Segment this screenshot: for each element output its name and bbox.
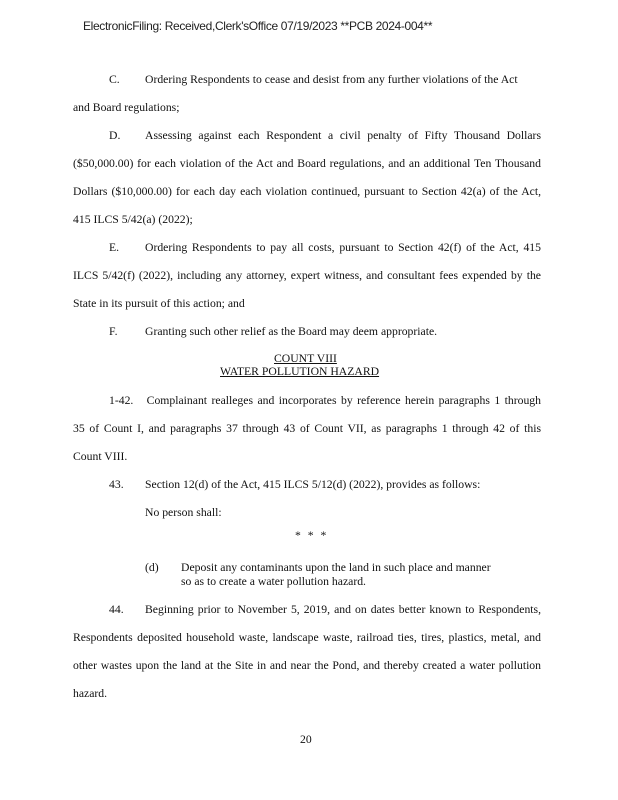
count-heading: COUNT VIII: [274, 352, 337, 365]
paragraph-d-line: Dollars ($10,000.00) for each day each violation continued, pursuant to Section 42(a) of the Act,: [73, 185, 541, 198]
paragraph-c-line: Ordering Respondents to cease and desist from any further violations of the Act: [145, 73, 518, 86]
paragraph-e-line: ILCS 5/42(f) (2022), including any attorney, expert witness, and consultant fees expended by the: [73, 269, 541, 282]
paragraph-43-line: Section 12(d) of the Act, 415 ILCS 5/12(d) (2022), provides as follows:: [145, 478, 481, 491]
paragraph-d-line: ($50,000.00) for each violation of the Act and Board regulations, and an additional Ten Thousand: [73, 157, 541, 170]
paragraph-d-line: Assessing against each Respondent a civil penalty of Fifty Thousand Dollars: [145, 129, 541, 142]
page-number: 20: [300, 733, 312, 746]
subsection-d-line: so as to create a water pollution hazard.: [181, 575, 366, 588]
subsection-d-line: Deposit any contaminants upon the land in such place and manner: [181, 561, 491, 574]
ellipsis-stars: * * *: [295, 529, 329, 542]
paragraph-f-line: Granting such other relief as the Board may deem appropriate.: [145, 325, 438, 338]
paragraph-44-line: Beginning prior to November 5, 2019, and on dates better known to Respondents,: [145, 603, 541, 616]
paragraph-marker-44: 44.: [109, 603, 124, 616]
paragraph-1-42-line: 35 of Count I, and paragraphs 37 through 43 of Count VII, as paragraphs 1 through 42 of this: [73, 422, 541, 435]
paragraph-e-line: State in its pursuit of this action; and: [73, 297, 245, 310]
subsection-marker-d: (d): [145, 561, 159, 574]
paragraph-44-line: other wastes upon the land at the Site in and near the Pond, and thereby created a water pollution: [73, 659, 541, 672]
paragraph-d-line: 415 ILCS 5/42(a) (2022);: [73, 213, 193, 226]
paragraph-marker-43: 43.: [109, 478, 124, 491]
paragraph-44-line: hazard.: [73, 687, 108, 700]
paragraph-marker-d: D.: [109, 129, 121, 142]
paragraph-1-42-line: Count VIII.: [73, 450, 128, 463]
paragraph-marker-e: E.: [109, 241, 120, 254]
paragraph-e-line: Ordering Respondents to pay all costs, pursuant to Section 42(f) of the Act, 415: [145, 241, 541, 254]
count-subheading: WATER POLLUTION HAZARD: [220, 365, 380, 378]
paragraph-marker-f: F.: [109, 325, 118, 338]
paragraph-marker-c: C.: [109, 73, 120, 86]
paragraph-44-line: Respondents deposited household waste, landscape waste, railroad ties, tires, plastics, metal, and: [73, 631, 541, 644]
paragraph-43-no-person: No person shall:: [145, 506, 222, 519]
filing-stamp: ElectronicFiling: Received,Clerk'sOffice 07/19/2023 **PCB 2024-004**: [83, 19, 433, 33]
paragraph-1-42-line: 1-42. Complainant realleges and incorporates by reference herein paragraphs 1 through: [109, 394, 541, 407]
paragraph-c-line: and Board regulations;: [73, 101, 180, 114]
